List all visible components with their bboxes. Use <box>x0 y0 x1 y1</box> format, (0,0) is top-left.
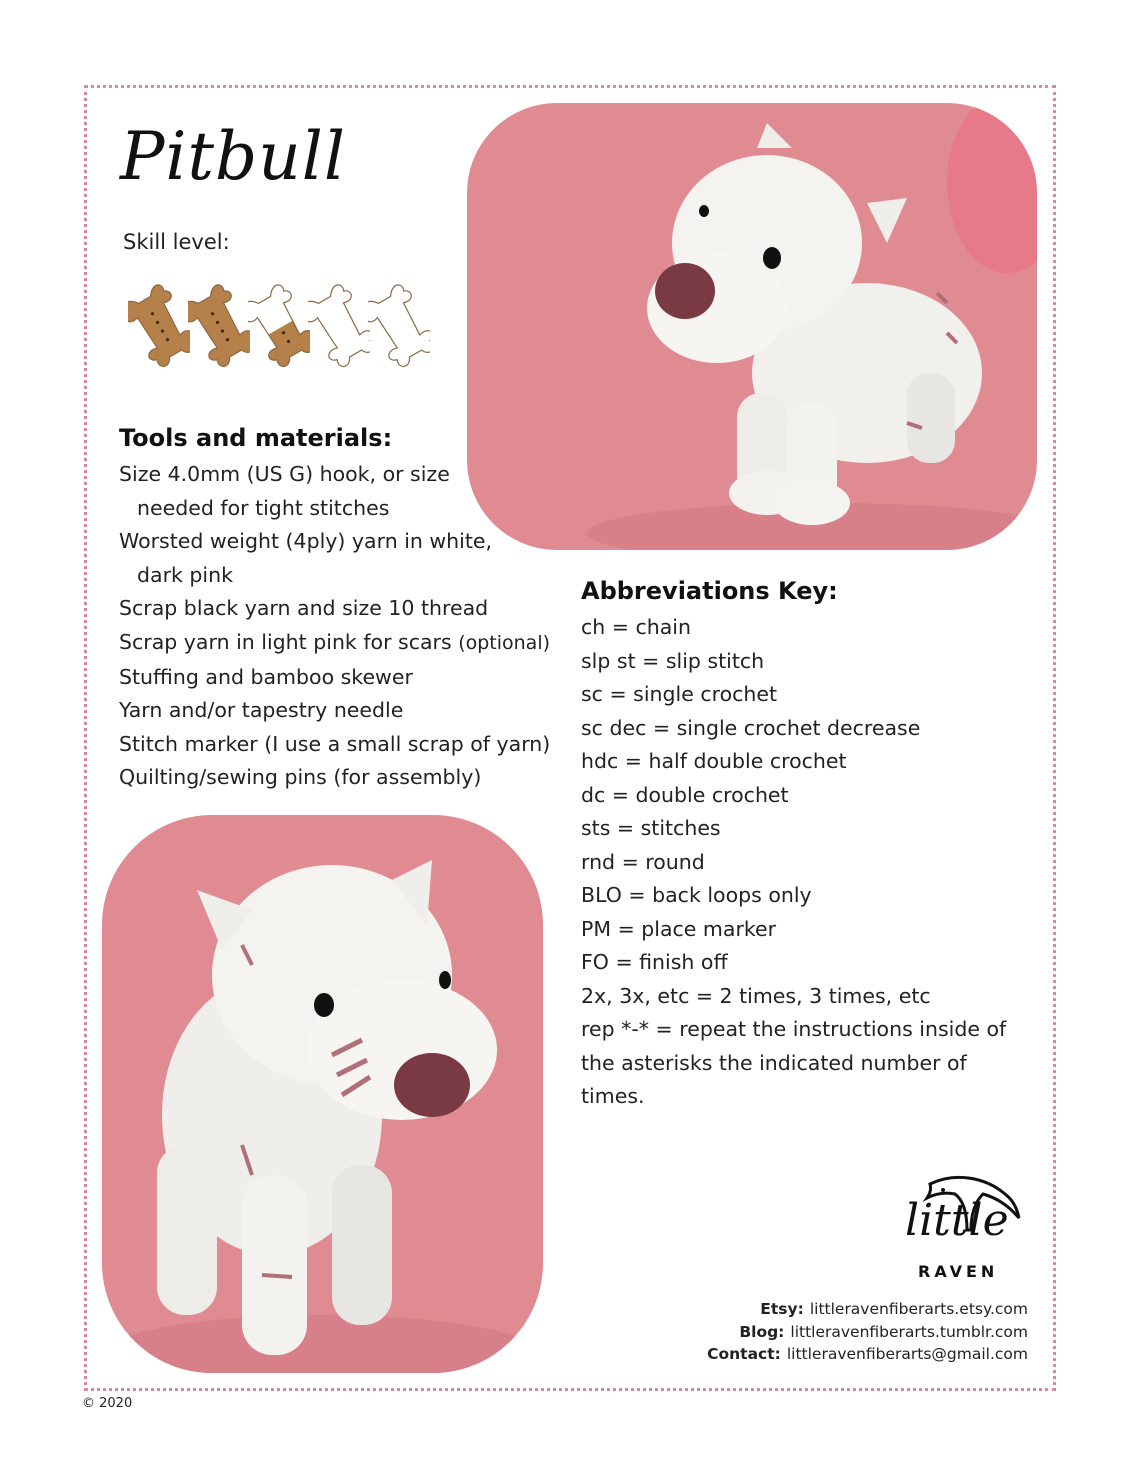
tools-and-materials-section <box>119 424 559 795</box>
skill-level-label: Skill level: <box>123 230 230 254</box>
tools-item-stitch-marker: Stitch marker (I use a small scrap of yarn) <box>119 731 551 756</box>
logo-word-raven: RAVEN <box>918 1262 999 1281</box>
contact-blog-row <box>707 1321 1028 1344</box>
abbr-item: dc = double crochet <box>581 782 789 807</box>
abbr-item: slp st = slip stitch <box>581 648 765 673</box>
pattern-title: Pitbull <box>120 118 347 195</box>
abbreviations-heading: Abbreviations Key: <box>581 577 838 605</box>
contact-email-row <box>707 1343 1028 1366</box>
contact-info <box>707 1298 1028 1366</box>
tools-item-pins: Quilting/sewing pins (for assembly) <box>119 765 482 790</box>
bone-icon-half <box>248 278 310 373</box>
logo-word-little: little <box>905 1195 1009 1246</box>
tools-item-yarn-line1: Worsted weight (4ply) yarn in white, <box>119 529 493 554</box>
blog-link[interactable]: littleravenfiberarts.tumblr.com <box>790 1322 1028 1341</box>
bone-icon-empty-2 <box>368 278 430 373</box>
abbr-item: sc = single crochet <box>581 682 778 706</box>
tools-item-pink-yarn-text: Scrap yarn in light pink for scars <box>119 629 452 654</box>
tools-item-hook <box>119 458 559 525</box>
abbr-item: rnd = round <box>581 849 705 874</box>
bone-icon-empty-1 <box>308 278 370 373</box>
pitbull-photo-bottom <box>102 815 543 1373</box>
tools-item-pink-yarn <box>119 626 559 661</box>
blog-label: Blog: <box>739 1322 785 1341</box>
tools-item-yarn-line2: dark pink <box>137 562 233 587</box>
tools-item-black-yarn: Scrap black yarn and size 10 thread <box>119 596 489 621</box>
tools-item-yarn <box>119 525 559 592</box>
abbr-item: PM = place marker <box>581 916 777 941</box>
etsy-link[interactable]: littleravenfiberarts.etsy.com <box>809 1300 1028 1318</box>
bone-icon-filled-2 <box>188 278 250 373</box>
contact-etsy-row <box>707 1298 1028 1321</box>
tools-item-hook-line2: needed for tight stitches <box>137 495 390 520</box>
tools-item-optional-note: (optional) <box>458 631 551 654</box>
bone-icon-filled-1 <box>128 278 190 373</box>
email-link[interactable]: littleravenfiberarts@gmail.com <box>786 1345 1028 1363</box>
abbr-item: sts = stitches <box>581 816 721 840</box>
abbr-item: FO = finish off <box>581 950 728 974</box>
tools-item-needle: Yarn and/or tapestry needle <box>119 698 404 723</box>
tools-item-stuffing: Stuffing and bamboo skewer <box>119 664 413 689</box>
abbr-item: 2x, 3x, etc = 2 times, 3 times, etc <box>581 983 931 1008</box>
tools-heading: Tools and materials: <box>119 424 393 452</box>
copyright-notice: © 2020 <box>82 1396 133 1411</box>
abbr-item: hdc = half double crochet <box>581 749 847 773</box>
abbr-item: rep *-* = repeat the instructions inside of the asterisks the indicated number of times. <box>581 1017 1007 1108</box>
abbr-item: BLO = back loops only <box>581 883 812 907</box>
etsy-label: Etsy: <box>760 1300 804 1318</box>
abbr-item: ch = chain <box>581 615 691 639</box>
abbreviations-section <box>581 577 1011 1114</box>
skill-level-rating <box>128 278 438 373</box>
abbr-item: sc dec = single crochet decrease <box>581 715 921 740</box>
tools-item-hook-line1: Size 4.0mm (US G) hook, or size <box>119 462 450 486</box>
contact-label: Contact: <box>707 1345 781 1363</box>
